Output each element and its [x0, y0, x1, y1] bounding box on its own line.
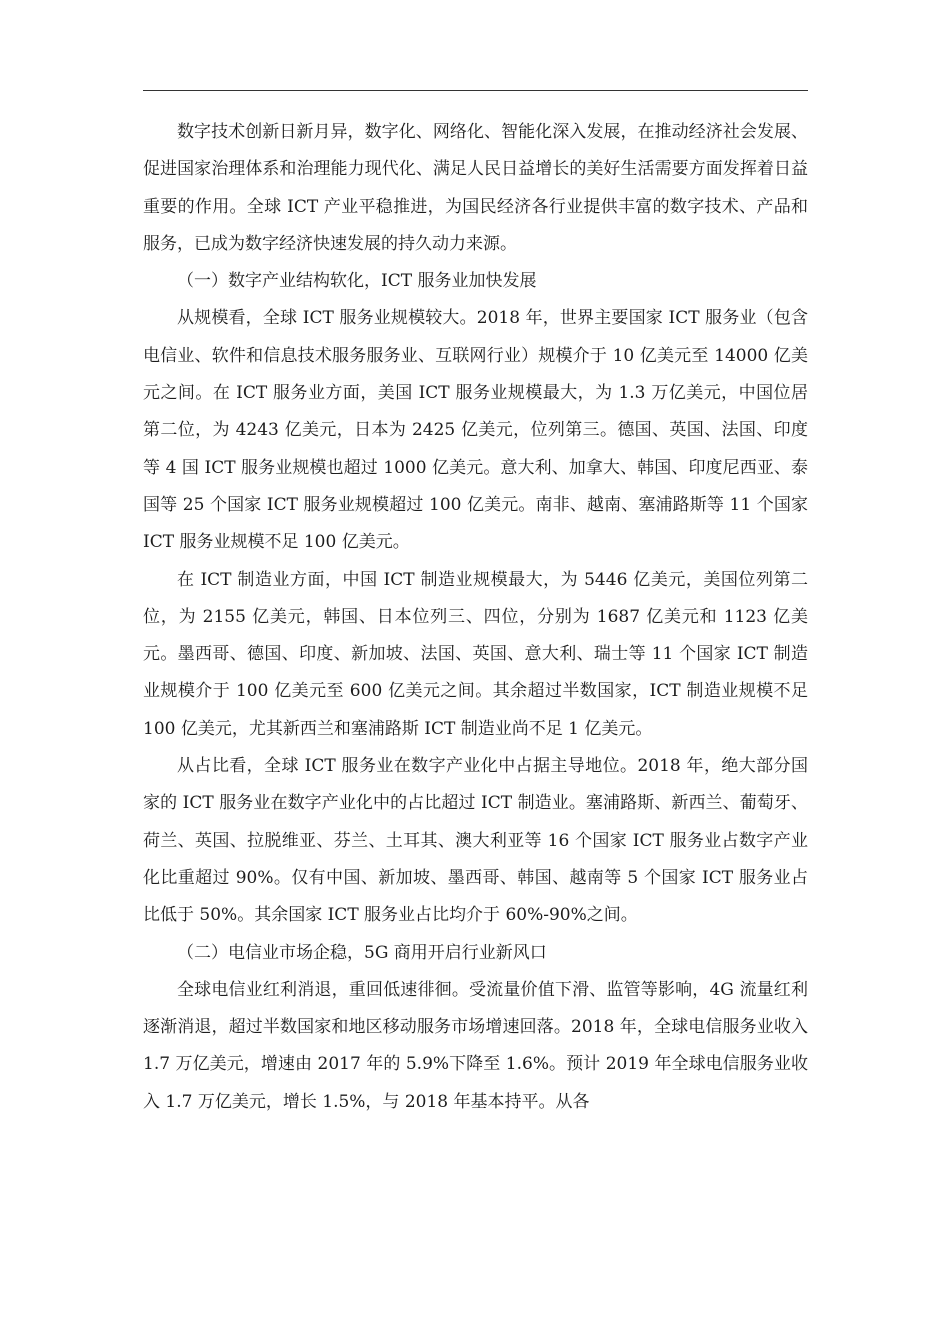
- document-body: [143, 114, 808, 1121]
- paragraph-intro: 数字技术创新日新月异，数字化、网络化、智能化深入发展，在推动经济社会发展、促进国家治理体系和治理能力现代化、满足人民日益增长的美好生活需要方面发挥着日益重要的作用。全球 ICT 产业平稳推进，为国民经济各行业提供丰富的数字技术、产品和服务，已成为数字经济快速发展的持久动力来源。: [143, 122, 808, 254]
- paragraph-ict-services-share: 从占比看，全球 ICT 服务业在数字产业化中占据主导地位。2018 年，绝大部分国家的 ICT 服务业在数字产业化中的占比超过 ICT 制造业。塞浦路斯、新西兰、葡萄牙、荷兰、英国、拉脱维亚、芬兰、土耳其、澳大利亚等 16 个国家 ICT 服务业占数字产业化比重超过 90%。仅有中国、新加坡、墨西哥、韩国、越南等 5 个国家 ICT 服务业占比低于 50%。其余国家 ICT 服务业占比均介于 60%-90%之间。: [143, 756, 808, 926]
- paragraph-ict-services-scale: 从规模看，全球 ICT 服务业规模较大。2018 年，世界主要国家 ICT 服务业（包含电信业、软件和信息技术服务服务业、互联网行业）规模介于 10 亿美元至 14000 亿美元之间。在 ICT 服务业方面，美国 ICT 服务业规模最大，为 1.3 万亿美元，中国位居第二位，为 4243 亿美元，日本为 2425 亿美元，位列第三。德国、英国、法国、印度等 4 国 ICT 服务业规模也超过 1000 亿美元。意大利、加拿大、韩国、印度尼西亚、泰国等 25 个国家 ICT 服务业规模超过 100 亿美元。南非、越南、塞浦路斯等 11 个国家 ICT 服务业规模不足 100 亿美元。: [143, 308, 808, 553]
- header-rule: [143, 90, 808, 91]
- section-heading-1: （一）数字产业结构软化，ICT 服务业加快发展: [177, 271, 537, 292]
- paragraph-ict-manufacturing: 在 ICT 制造业方面，中国 ICT 制造业规模最大，为 5446 亿美元，美国位列第二位，为 2155 亿美元，韩国、日本位列三、四位，分别为 1687 亿美元和 1123 亿美元。墨西哥、德国、印度、新加坡、法国、英国、意大利、瑞士等 11 个国家 ICT 制造业规模介于 100 亿美元至 600 亿美元之间。其余超过半数国家，ICT 制造业规模不足 100 亿美元，尤其新西兰和塞浦路斯 ICT 制造业尚不足 1 亿美元。: [143, 569, 808, 739]
- section-heading-2: （二）电信业市场企稳，5G 商用开启行业新风口: [177, 942, 547, 963]
- paragraph-telecom-market: 全球电信业红利消退，重回低速徘徊。受流量价值下滑、监管等影响，4G 流量红利逐渐消退，超过半数国家和地区移动服务市场增速回落。2018 年，全球电信服务业收入 1.7 万亿美元，增速由 2017 年的 5.9%下降至 1.6%。预计 2019 年全球电信服务业收入 1.7 万亿美元，增长 1.5%，与 2018 年基本持平。从各: [143, 979, 808, 1112]
